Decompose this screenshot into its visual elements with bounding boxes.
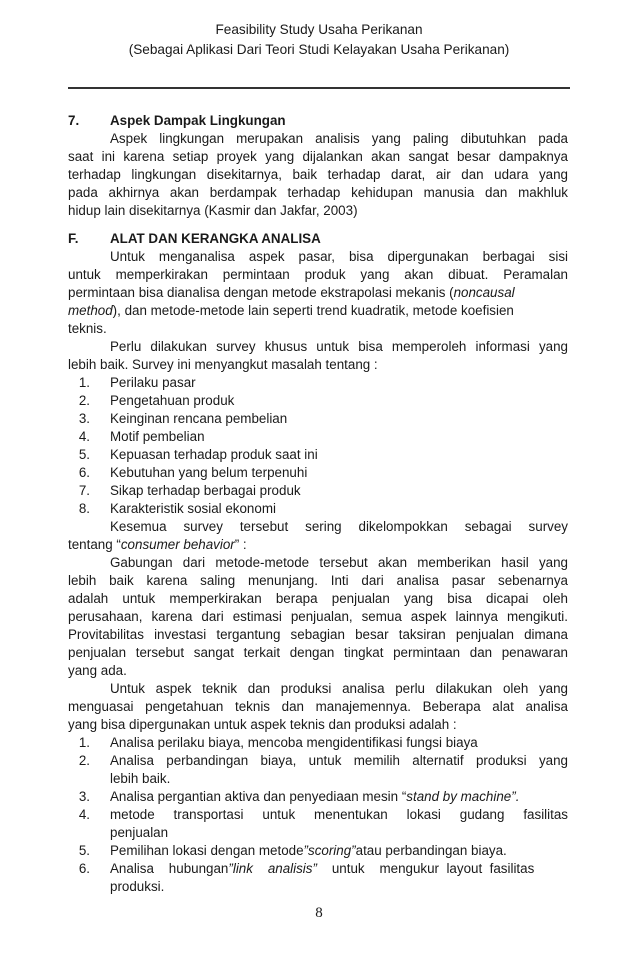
list-text: Perilaku pasar xyxy=(110,375,196,390)
list-text: Analisa perilaku biaya, mencoba mengidentifikasi fungsi biaya xyxy=(110,735,478,750)
italic-term: ”scoring” xyxy=(303,843,356,858)
list-number: 1. xyxy=(78,735,90,750)
list-text: Pemilihan lokasi dengan metode xyxy=(110,843,304,858)
paragraph-line: saat ini karena setiap proyek yang dijalankan akan sangat besar dampaknya xyxy=(68,149,568,164)
list-item xyxy=(68,392,568,410)
list-item xyxy=(68,752,568,770)
italic-term: method xyxy=(68,303,113,318)
italic-term: consumer behavior xyxy=(120,537,235,552)
section-7-heading xyxy=(68,112,568,130)
list-number: 3. xyxy=(78,789,90,804)
list-item xyxy=(68,500,568,518)
list-item xyxy=(68,410,568,428)
list-item xyxy=(68,788,568,806)
list-item xyxy=(68,734,568,752)
page-number: 8 xyxy=(315,905,323,921)
paragraph-line: yang ada. xyxy=(68,663,127,678)
list-text: Pengetahuan produk xyxy=(110,393,235,408)
list-item xyxy=(68,860,568,878)
list-text: untuk mengukur layout fasilitas xyxy=(316,861,535,876)
paragraph-line: Aspek lingkungan merupakan analisis yang paling dibutuhkan pada xyxy=(110,131,568,146)
text-span: ” : xyxy=(234,537,247,552)
paragraph-line: Kesemua survey tersebut sering dikelompokkan sebagai survey xyxy=(110,519,568,534)
list-number: 5. xyxy=(78,447,90,462)
list-text: Sikap terhadap berbagai produk xyxy=(110,483,301,498)
paragraph-line: adalah untuk memperkirakan berapa penjualan yang bisa dicapai oleh xyxy=(68,591,568,606)
header-rule xyxy=(68,87,570,89)
list-text: Motif pembelian xyxy=(110,429,205,444)
italic-term: ”link analisis” xyxy=(228,861,317,876)
list-number: 1. xyxy=(78,375,90,390)
list-number: 2. xyxy=(78,753,90,768)
paragraph-line: Perlu dilakukan survey khusus untuk bisa memperoleh informasi yang xyxy=(110,339,568,354)
list-text: Kebutuhan yang belum terpenuhi xyxy=(110,465,308,480)
list-item xyxy=(68,464,568,482)
paragraph-line: Gabungan dari metode-metode tersebut akan memberikan hasil yang xyxy=(110,555,568,570)
list-text: Keinginan rencana pembelian xyxy=(110,411,288,426)
text-span: tentang “ xyxy=(68,537,121,552)
paragraph-line: pada akhirnya akan berdampak terhadap kehidupan manusia dan makhluk xyxy=(68,185,568,200)
italic-term: noncausal xyxy=(453,285,515,300)
section-7-title: Aspek Dampak Lingkungan xyxy=(110,113,286,128)
list-item xyxy=(68,482,568,500)
list-text: atau perbandingan biaya. xyxy=(355,843,507,858)
paragraph-line: penjualan tersebut sangat terkait dengan tingkat permintaan dan penawaran xyxy=(68,645,568,660)
list-text: Analisa perbandingan biaya, untuk memilih alternatif produksi yang xyxy=(110,753,568,768)
paragraph-line: Untuk menganalisa aspek pasar, bisa dipergunakan berbagai sisi xyxy=(110,249,568,264)
list-number: 3. xyxy=(78,411,90,426)
list-number: 2. xyxy=(78,393,90,408)
paragraph-line: Untuk aspek teknik dan produksi analisa perlu dilakukan oleh yang xyxy=(110,681,568,696)
text-span: permintaan bisa dianalisa dengan metode ekstrapolasi mekanis ( xyxy=(68,285,454,300)
italic-term: stand by machine”. xyxy=(406,789,520,804)
list-continuation: produksi. xyxy=(110,879,165,894)
paragraph-line: terhadap lingkungan disekitarnya, baik terhadap darat, air dan udara yang xyxy=(68,167,568,182)
section-f-title: ALAT DAN KERANGKA ANALISA xyxy=(110,231,321,246)
section-7-number: 7. xyxy=(68,113,80,128)
paragraph-line: menguasai pengetahuan teknis dan manajemennya. Beberapa alat analisa xyxy=(68,699,568,714)
paragraph-line: lebih baik karena saling menunjang. Inti dari analisa pasar sebenarnya xyxy=(68,573,568,588)
section-f-number: F. xyxy=(68,231,79,246)
paragraph-line: lebih baik. Survey ini menyangkut masalah tentang : xyxy=(68,357,378,372)
list-number: 6. xyxy=(78,861,90,876)
list-continuation: penjualan xyxy=(110,825,169,840)
paragraph-line xyxy=(68,302,568,320)
list-number: 6. xyxy=(78,465,90,480)
list-number: 8. xyxy=(78,501,90,516)
list-item xyxy=(68,428,568,446)
list-continuation: lebih baik. xyxy=(110,771,171,786)
list-text: metode transportasi untuk menentukan lokasi gudang fasilitas xyxy=(110,807,568,822)
paragraph-line: teknis. xyxy=(68,321,107,336)
list-number: 4. xyxy=(78,429,90,444)
paragraph-line: perusahaan, karena dari estimasi penjualan, semua aspek lainnya mengikuti. xyxy=(68,609,568,624)
list-text: Karakteristik sosial ekonomi xyxy=(110,501,276,516)
list-number: 7. xyxy=(78,483,90,498)
list-text: Kepuasan terhadap produk saat ini xyxy=(110,447,318,462)
paragraph-line xyxy=(68,284,568,302)
list-text: Analisa pergantian aktiva dan penyediaan mesin “ xyxy=(110,789,407,804)
list-number: 5. xyxy=(78,843,90,858)
paragraph-line: Provitabilitas investasi tergantung sebagian besar taksiran penjualan dimana xyxy=(68,627,568,642)
section-f-heading xyxy=(68,230,568,248)
list-item xyxy=(68,842,568,860)
running-header-title: Feasibility Study Usaha Perikanan xyxy=(215,22,423,37)
paragraph-line: untuk memperkirakan permintaan produk yang akan dibuat. Peramalan xyxy=(68,267,568,282)
list-item xyxy=(68,446,568,464)
list-number: 4. xyxy=(78,807,90,822)
paragraph-line xyxy=(68,536,568,554)
paragraph-line: yang bisa dipergunakan untuk aspek teknis dan produksi adalah : xyxy=(68,717,457,732)
list-item xyxy=(68,374,568,392)
text-span: ), dan metode-metode lain seperti trend kuadratik, metode koefisien xyxy=(112,303,514,318)
running-header-subtitle: (Sebagai Aplikasi Dari Teori Studi Kelayakan Usaha Perikanan) xyxy=(128,42,510,57)
paragraph-line: hidup lain disekitarnya (Kasmir dan Jakfar, 2003) xyxy=(68,203,358,218)
list-item xyxy=(68,806,568,824)
list-text: Analisa hubungan xyxy=(110,861,229,876)
